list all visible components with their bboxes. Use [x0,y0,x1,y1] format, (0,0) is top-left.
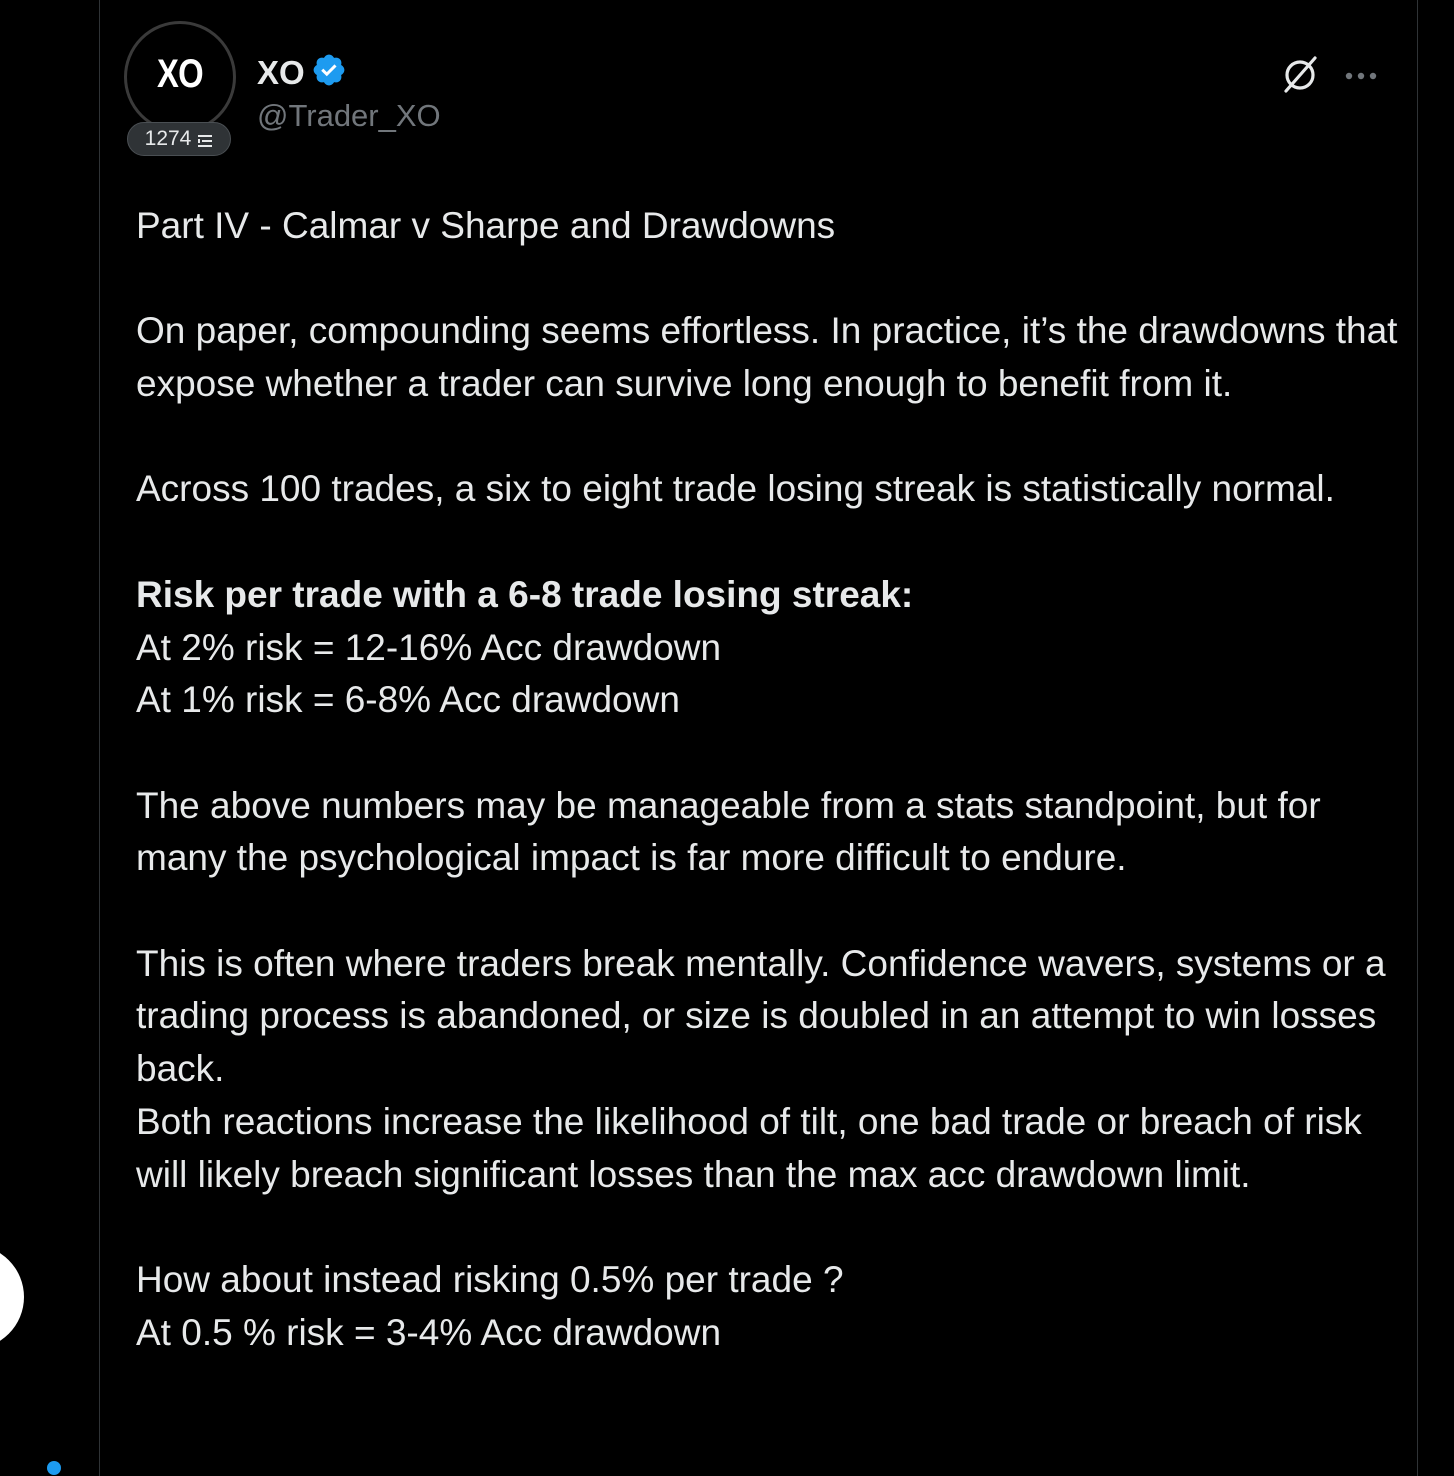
risk-heading: Risk per trade with a 6-8 trade losing streak: [136,573,914,615]
tweet-top-actions [1278,52,1378,101]
grok-icon[interactable] [1278,52,1322,101]
tweet-paragraph-4b: Both reactions increase the likelihood of tilt, one bad trade or breach of risk will likely breach significant losses than the max acc drawdown limit. [136,1100,1362,1195]
tweet-paragraph-1: On paper, compounding seems effortless. In practice, it’s the drawdowns that expose whether a trader can survive long enough to benefit from it. [136,310,1398,405]
score-badge[interactable] [127,122,231,156]
tweet-text [136,200,1406,1359]
display-name[interactable]: XO [257,53,305,91]
risk-line-1pct: At 1% risk = 6-8% Acc drawdown [136,679,680,721]
author-name-row[interactable] [257,52,347,93]
tweet-paragraph-2: Across 100 trades, a six to eight trade losing streak is statistically normal. [136,468,1335,510]
score-list-icon [197,131,213,147]
column-divider-right [1417,0,1418,1476]
more-options-icon[interactable] [1344,68,1378,86]
author-handle[interactable]: @Trader_XO [257,98,441,133]
avatar-text: XO [157,51,203,96]
column-divider-left [99,0,100,1476]
tweet-paragraph-5a: How about instead risking 0.5% per trade ? [136,1258,844,1300]
tweet-paragraph-4a: This is often where traders break mentally. Confidence wavers, systems or a trading process is abandoned, or size is doubled in an attempt to win losses back. [136,942,1386,1090]
score-value: 1274 [144,127,192,150]
floating-action-button[interactable] [0,1245,24,1349]
avatar-circle[interactable] [124,21,236,133]
tweet-title: Part IV - Calmar v Sharpe and Drawdowns [136,205,836,246]
verified-badge-icon [311,52,347,93]
risk-line-2pct: At 2% risk = 12-16% Acc drawdown [136,626,722,668]
notification-dot [47,1461,61,1475]
tweet-paragraph-5b: At 0.5 % risk = 3-4% Acc drawdown [136,1311,722,1353]
avatar[interactable] [124,21,236,133]
tweet-paragraph-3: The above numbers may be manageable from a stats standpoint, but for many the psychological impact is far more difficult to endure. [136,784,1321,879]
